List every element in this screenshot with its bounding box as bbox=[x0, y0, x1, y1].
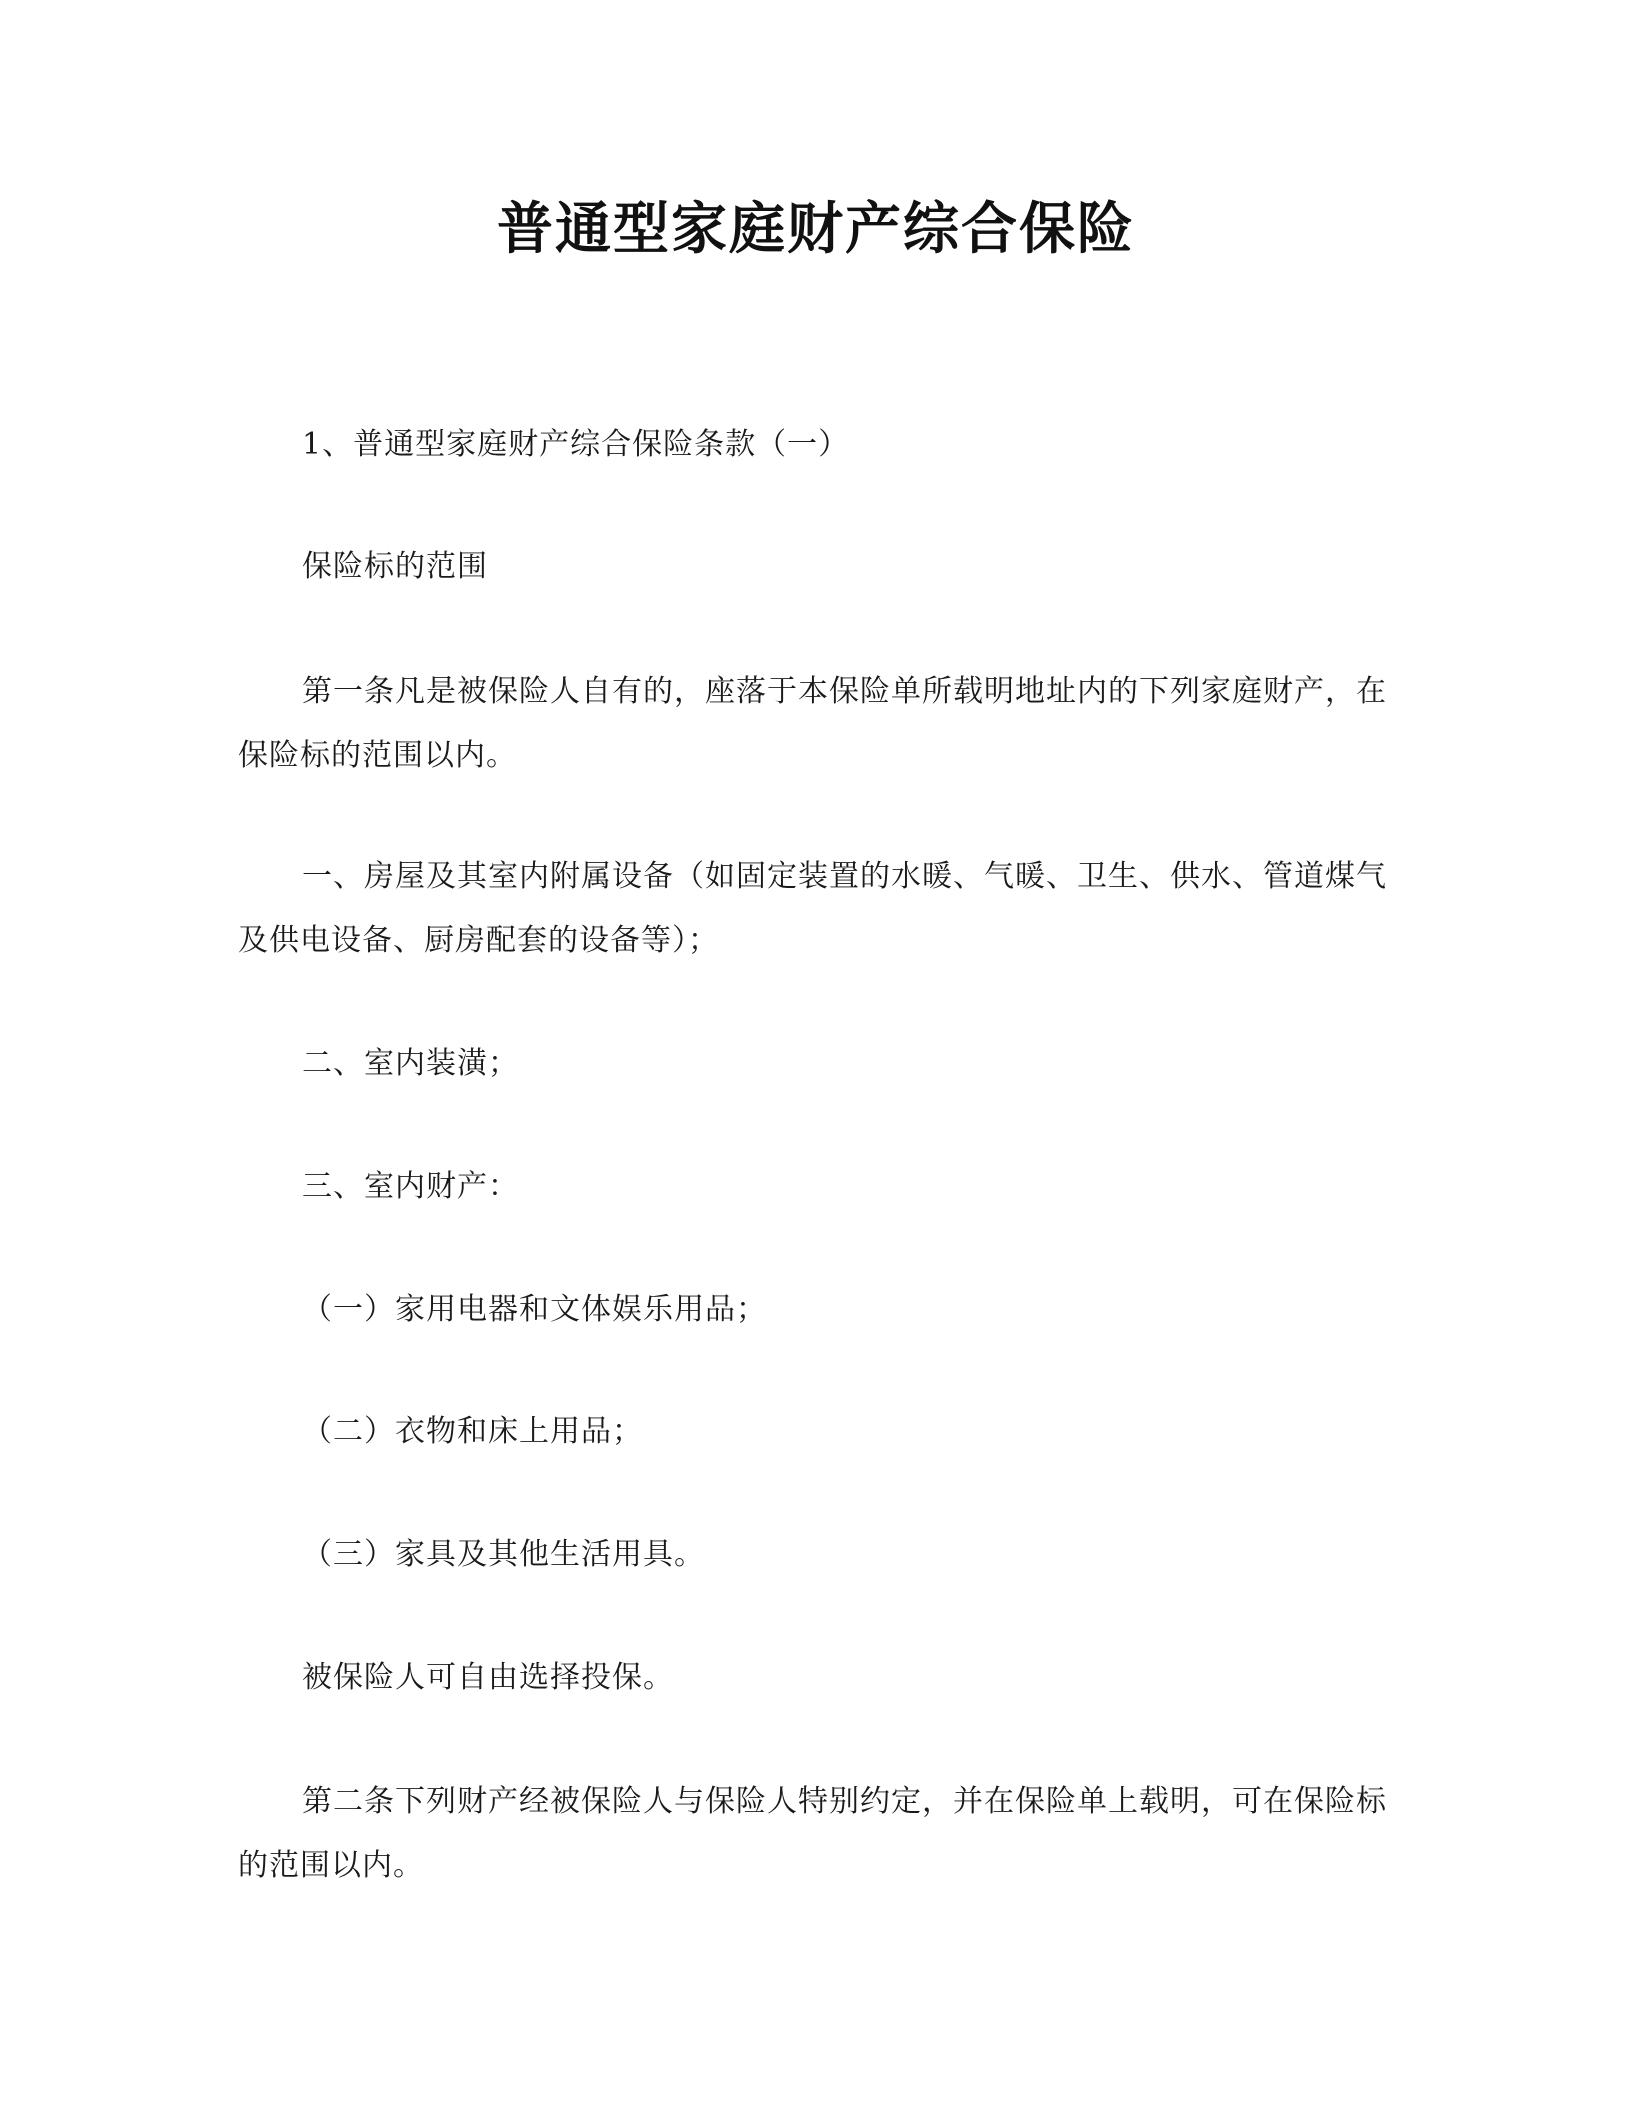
paragraph-item-two: 二、室内装潢； bbox=[302, 1046, 519, 1081]
paragraph-free-choice: 被保险人可自由选择投保。 bbox=[302, 1660, 674, 1695]
paragraph-item-three: 三、室内财产： bbox=[302, 1169, 519, 1204]
paragraph-article-two: 第二条下列财产经被保险人与保险人特别约定，并在保险单上载明，可在保险标的范围以内。 bbox=[238, 1784, 1387, 1883]
paragraph-section-heading: 保险标的范围 bbox=[302, 549, 488, 584]
paragraph-subitem-two: （二）衣物和床上用品； bbox=[302, 1414, 643, 1449]
page-title: 普通型家庭财产综合保险 bbox=[497, 197, 1135, 262]
paragraph-clause-heading: 1、普通型家庭财产综合保险条款（一） bbox=[302, 427, 850, 462]
paragraph-subitem-one: （一）家用电器和文体娱乐用品； bbox=[302, 1292, 767, 1327]
paragraph-subitem-three: （三）家具及其他生活用具。 bbox=[302, 1537, 705, 1572]
paragraph-item-one: 一、房屋及其室内附属设备（如固定装置的水暖、气暖、卫生、供水、管道煤气及供电设备、厨房配套的设备等）； bbox=[238, 859, 1387, 958]
paragraph-article-one: 第一条凡是被保险人自有的，座落于本保险单所载明地址内的下列家庭财产，在保险标的范围以内。 bbox=[238, 674, 1387, 773]
